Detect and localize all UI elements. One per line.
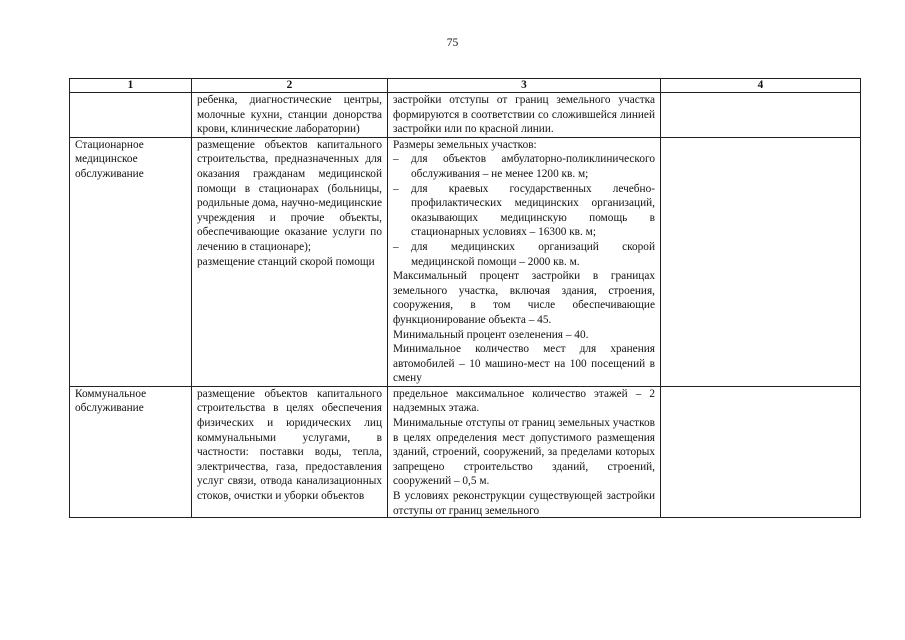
parameters-cell: [388, 137, 661, 386]
parameters-cell: [388, 386, 661, 517]
notes-cell: [661, 93, 861, 138]
notes-cell: [661, 386, 861, 517]
description-text: размещение объектов капитального строительства в целях обеспечения физических и юридических лиц коммунальными услугами, в частности: поставки воды, тепла, электричества, газа, предоставления услуг связи, отвода канализационных стоков, очистки и уборки объектов: [197, 387, 382, 503]
parameters-text: Минимальное количество мест для хранения автомобилей – 10 машино-мест на 100 посещений в смену: [393, 343, 655, 385]
parameters-intro: Размеры земельных участков:: [393, 138, 537, 151]
notes-text: [666, 387, 855, 517]
use-description-cell: [192, 386, 388, 517]
description-text: ребенка, диагностические центры, молочные кухни, станции донорства крови, клинические лаборатории): [197, 94, 382, 136]
list-item-text: для медицинских организаций скорой медицинской помощи – 2000 кв. м.: [411, 240, 655, 268]
list-item: [393, 152, 655, 181]
table-row: [70, 137, 861, 386]
parameters-text: Минимальный процент озеленения – 40.: [393, 328, 589, 341]
table-row: [70, 386, 861, 517]
table-header-row: [70, 79, 861, 93]
column-header-4: 4: [661, 79, 861, 93]
list-item: [393, 182, 655, 240]
parameters-wrap: [393, 387, 655, 517]
use-type-cell: Стационарное медицинское обслуживание: [70, 137, 192, 386]
column-header-2: 2: [192, 79, 388, 93]
use-type-cell: [70, 93, 192, 138]
column-header-3: 3: [388, 79, 661, 93]
list-item-text: для объектов амбулаторно-поликлинического обслуживания – не менее 1200 кв. м;: [411, 153, 655, 180]
parameters-text: В условиях реконструкции существующей застройки отступы от границ земельного: [393, 490, 655, 517]
column-header-1: 1: [70, 79, 192, 93]
use-description-cell: [192, 93, 388, 138]
dash-marker: –: [393, 240, 399, 253]
table-row: [70, 93, 861, 138]
description-text: размещение станций скорой помощи: [197, 255, 375, 268]
parameters-text: застройки отступы от границ земельного участка формируются в соответствии со сложившейся линией застройки или по красной линии.: [393, 94, 655, 136]
description-wrap: [197, 387, 382, 517]
land-use-table: [69, 78, 861, 518]
parameters-text: Максимальный процент застройки в границах земельного участка, включая здания, строения, сооружения, в том числе обеспечивающие функционирование объекта – 45.: [393, 270, 655, 326]
notes-cell: [661, 137, 861, 386]
use-type-cell: [70, 386, 192, 517]
list-item-text: для краевых государственных лечебно-профилактических медицинских организаций, оказывающих медицинскую помощь в стационарных условиях – 16300 кв. м;: [411, 182, 655, 239]
parameters-text: предельное максимальное количество этажей – 2 надземных этажа.: [393, 387, 655, 415]
parameters-text: Минимальные отступы от границ земельных участков в целях определения мест допустимого размещения зданий, строений, сооружений, за пределами которых запрещено строительство зданий, строений, сооружений – 0,5 м.: [393, 417, 655, 488]
dash-marker: –: [393, 182, 399, 195]
page-number: 75: [446, 37, 459, 49]
dash-marker: –: [393, 153, 399, 166]
use-type-text: Коммунальное обслуживание: [75, 387, 147, 415]
use-description-cell: [192, 137, 388, 386]
parameters-cell: [388, 93, 661, 138]
description-text: размещение объектов капитального строительства, предназначенных для оказания гражданам медицинской помощи в стационарах (больницы, родильные дома, научно-медицинские учреждения и прочие объекты, обеспечивающие оказание услуги по лечению в стационаре);: [197, 138, 382, 253]
list-item: [393, 240, 655, 269]
